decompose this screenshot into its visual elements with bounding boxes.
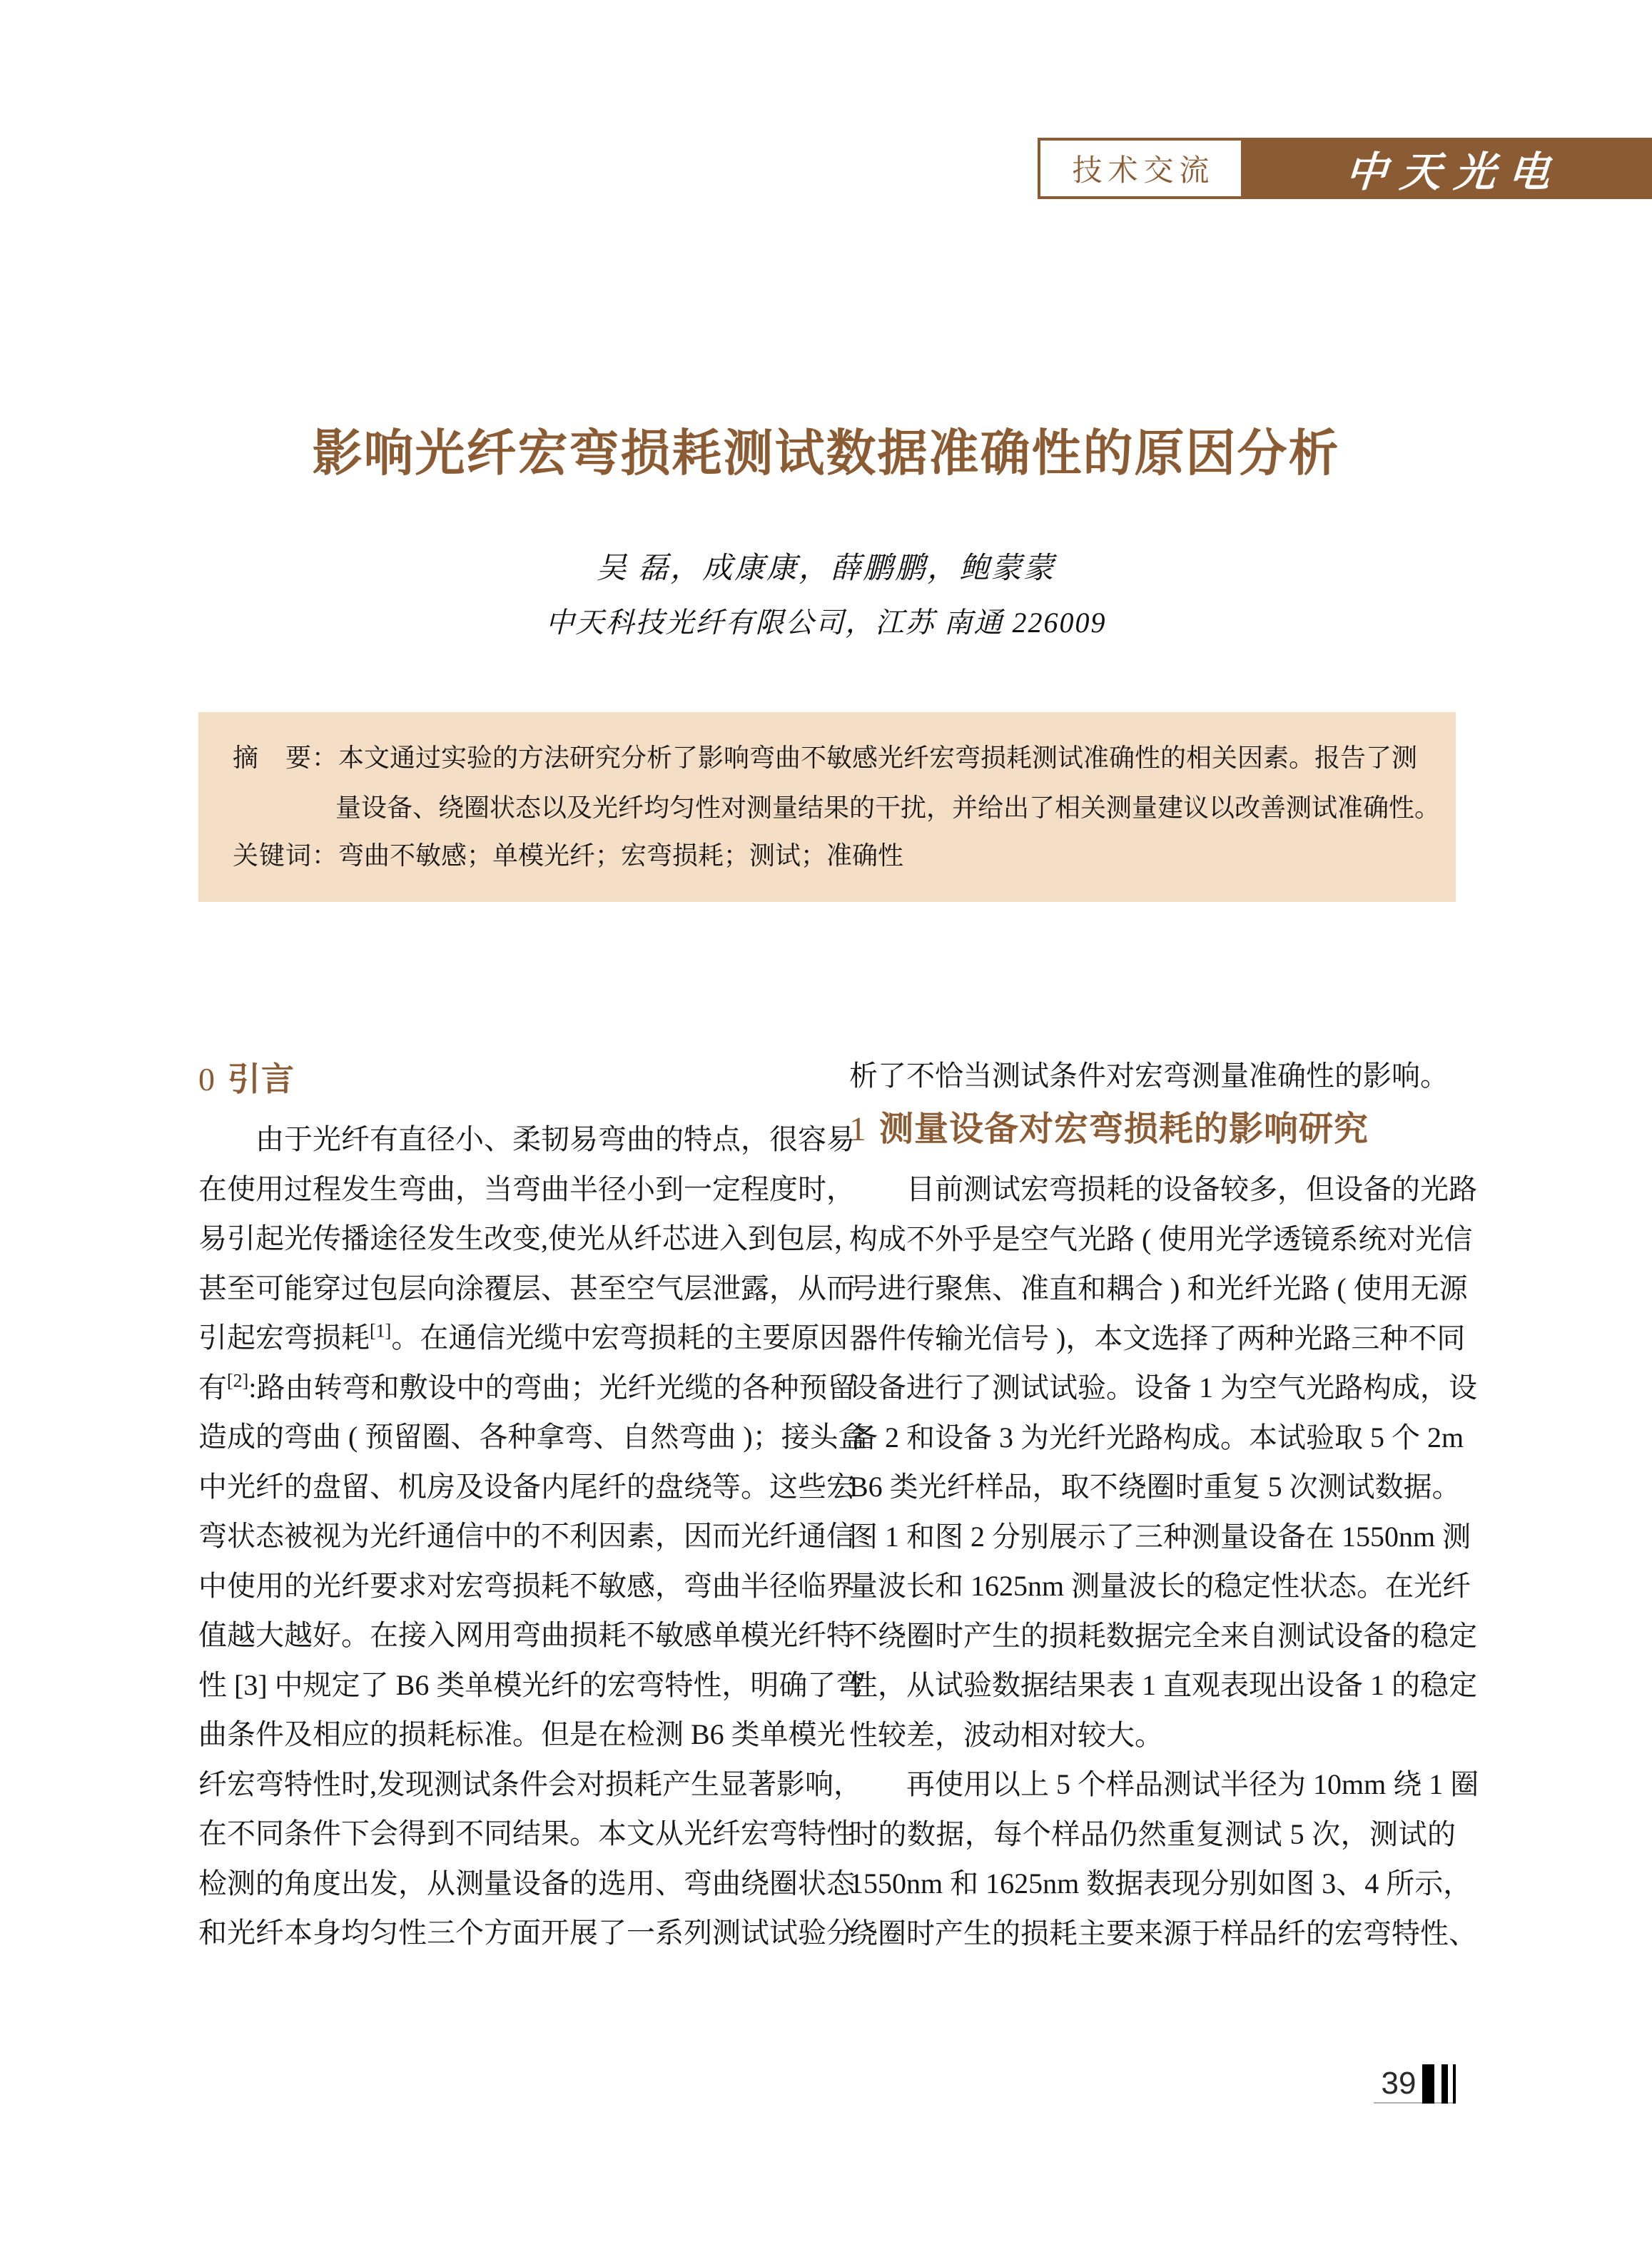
body-text-line: 1550nm 和 1625nm 数据表现分别如图 3、4 所示， xyxy=(849,1867,1472,1899)
article-title: 影响光纤宏弯损耗测试数据准确性的原因分析 xyxy=(312,427,1340,482)
keywords-text: 弯曲不敏感；单模光纤；宏弯损耗；测试；准确性 xyxy=(338,841,904,870)
body-text-line: 再使用以上 5 个样品测试半径为 10mm 绕 1 圈 xyxy=(906,1768,1479,1800)
section-heading-1 xyxy=(849,1108,1463,1151)
category-label: 技术交流 xyxy=(1072,153,1215,187)
section-number: 0 xyxy=(198,1061,215,1097)
body-text-line: 检测的角度出发，从测量设备的选用、弯曲绕圈状态 xyxy=(198,1867,855,1899)
body-text-line: 值越大越好。在接入网用弯曲损耗不敏感单模光纤特 xyxy=(198,1619,855,1651)
body-text-line: 由于光纤有直径小、柔韧易弯曲的特点，很容易 xyxy=(255,1123,855,1155)
body-text-line: 在不同条件下会得到不同结果。本文从光纤宏弯特性 xyxy=(198,1817,855,1850)
body-text-line: 备 2 和设备 3 为光纤光路构成。本试验取 5 个 2m xyxy=(849,1421,1464,1454)
page-number: 39 xyxy=(1381,2066,1417,2101)
section-title: 引言 xyxy=(228,1061,295,1097)
section-heading-0 xyxy=(198,1058,812,1101)
body-text-line: 目前测试宏弯损耗的设备较多，但设备的光路 xyxy=(906,1173,1477,1205)
body-text-line: 设备进行了测试试验。设备 1 为空气光路构成，设 xyxy=(849,1371,1477,1404)
section-number: 1 xyxy=(849,1110,866,1148)
right-column-text xyxy=(849,1165,1479,1958)
body-text-line: 图 1 和图 2 分别展示了三种测量设备在 1550nm 测 xyxy=(849,1520,1471,1553)
abstract-line: 量设备、绕圈状态以及光纤均匀性对测量结果的干扰，并给出了相关测量建议以改善测试准确性。 xyxy=(335,793,1441,822)
body-text-line: 引起宏弯损耗[1]。在通信光缆中宏弯损耗的主要原因 xyxy=(198,1320,848,1354)
abstract-line xyxy=(233,744,1417,772)
body-text-line: 中使用的光纤要求对宏弯损耗不敏感，弯曲半径临界 xyxy=(198,1569,855,1602)
body-text-line: 纤宏弯特性时,发现测试条件会对损耗产生显著影响， xyxy=(198,1767,862,1800)
keywords-line xyxy=(233,841,903,870)
body-text-line: B6 类光纤样品，取不绕圈时重复 5 次测试数据。 xyxy=(849,1471,1461,1503)
body-text-line: 绕圈时产生的损耗主要来源于样品纤的宏弯特性、 xyxy=(849,1917,1477,1949)
right-column-runover-text xyxy=(849,1051,1456,1101)
body-text-line: 和光纤本身均匀性三个方面开展了一系列测试试验分 xyxy=(198,1917,855,1949)
footer-bar-icon xyxy=(1441,2064,1448,2104)
citation-superscript: [1] xyxy=(370,1320,392,1341)
footer-bar-icon xyxy=(1453,2064,1456,2104)
body-text-line: 号进行聚焦、准直和耦合 ) 和光纤光路 ( 使用无源 xyxy=(849,1272,1468,1304)
body-text-line: 在使用过程发生弯曲，当弯曲半径小到一定程度时， xyxy=(198,1172,855,1205)
keywords-label: 关键词： xyxy=(233,841,339,870)
body-text-line: 弯状态被视为光纤通信中的不利因素，因而光纤通信 xyxy=(198,1520,855,1552)
section-title: 测量设备对宏弯损耗的影响研究 xyxy=(879,1110,1369,1148)
body-text-line: 性较差，波动相对较大。 xyxy=(849,1718,1163,1751)
abstract-text: 本文通过实验的方法研究分析了影响弯曲不敏感光纤宏弯损耗测试准确性的相关因素。报告了测 xyxy=(338,744,1418,772)
body-text-line: 中光纤的盘留、机房及设备内尾纤的盘绕等。这些宏 xyxy=(198,1470,855,1503)
body-text-line: 有[2]:路由转弯和敷设中的弯曲；光纤光缆的各种预留 xyxy=(198,1370,856,1404)
citation-superscript: [2] xyxy=(227,1370,249,1391)
authors-line: 吴 磊，成康康，薛鹏鹏，鲍蒙蒙 xyxy=(596,552,1056,585)
body-text-line: 曲条件及相应的损耗标准。但是在检测 B6 类单模光 xyxy=(198,1718,846,1750)
body-text-line: 造成的弯曲 ( 预留圈、各种拿弯、自然弯曲 )；接头盒 xyxy=(198,1421,867,1453)
body-text-line: 析了不恰当测试条件对宏弯测量准确性的影响。 xyxy=(849,1060,1449,1092)
body-text-line: 易引起光传播途径发生改变,使光从纤芯进入到包层， xyxy=(198,1222,862,1254)
body-text-line: 量波长和 1625nm 测量波长的稳定性状态。在光纤 xyxy=(849,1570,1471,1602)
brand-logo: 中天光电 xyxy=(1344,148,1565,196)
body-text-line: 甚至可能穿过包层向涂覆层、甚至空气层泄露，从而 xyxy=(198,1272,855,1304)
body-text-line: 时的数据，每个样品仍然重复测试 5 次，测试的 xyxy=(849,1817,1456,1850)
body-text-line: 性，从试验数据结果表 1 直观表现出设备 1 的稳定 xyxy=(849,1669,1477,1701)
affiliation-line: 中天科技光纤有限公司，江苏 南通 226009 xyxy=(545,607,1107,639)
body-text-line: 构成不外乎是空气光路 ( 使用光学透镜系统对光信 xyxy=(849,1222,1473,1255)
left-column-text xyxy=(198,1115,867,1958)
body-text-line: 不绕圈时产生的损耗数据完全来自测试设备的稳定 xyxy=(849,1619,1477,1652)
category-badge xyxy=(1038,138,1244,199)
abstract-box xyxy=(198,712,1456,902)
abstract-label: 摘 要： xyxy=(233,744,339,772)
body-text-line: 性 [3] 中规定了 B6 类单模光纤的宏弯特性，明确了弯 xyxy=(198,1668,865,1701)
body-text-line: 器件传输光信号 )，本文选择了两种光路三种不同 xyxy=(849,1322,1466,1354)
footer-bar-icon xyxy=(1422,2064,1434,2104)
brand-band xyxy=(1244,138,1652,199)
